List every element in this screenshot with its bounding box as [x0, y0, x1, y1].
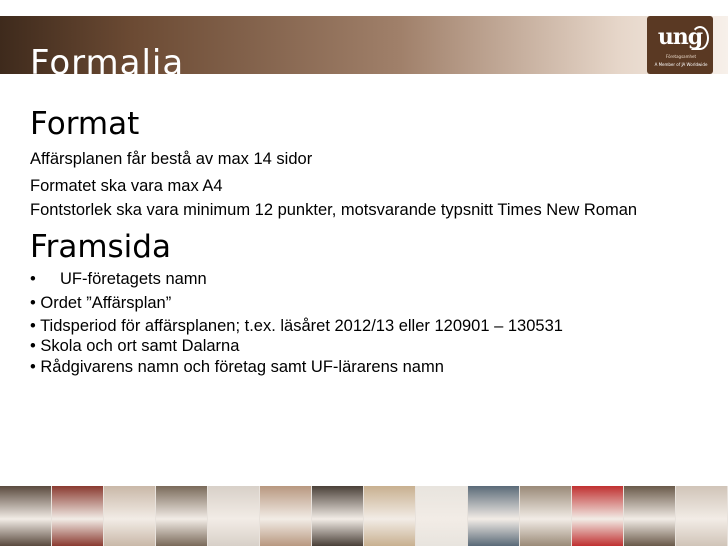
- bullet: •: [30, 294, 36, 312]
- strip-photo: [468, 486, 520, 546]
- framsida-item-1: [30, 269, 207, 289]
- format-line-2: Formatet ska vara max A4: [30, 177, 223, 195]
- format-line-3: Fontstorlek ska vara minimum 12 punkter, motsvarande typsnitt Times New Roman: [30, 201, 638, 219]
- strip-photo: [156, 486, 208, 546]
- logo-swirl-icon: [691, 26, 709, 50]
- logo-wordmark: ung: [657, 24, 703, 50]
- strip-photo: [260, 486, 312, 546]
- strip-photo: [208, 486, 260, 546]
- framsida-item-text: Tidsperiod för affärsplanen; t.ex. läsåret 2012/13 eller 120901 – 130531: [40, 317, 563, 335]
- strip-photo: [676, 486, 728, 546]
- ung-logo: [647, 16, 713, 74]
- framsida-item-4: [30, 336, 239, 356]
- bullet: •: [30, 270, 36, 288]
- strip-photo: [572, 486, 624, 546]
- format-heading: Format: [30, 106, 140, 142]
- framsida-item-3: [30, 316, 563, 336]
- logo-subtitle: Företagsamhet: [665, 54, 697, 59]
- logo-member-text: A Member of JA Worldwide: [654, 62, 708, 67]
- framsida-heading: Framsida: [30, 229, 171, 265]
- strip-photo: [312, 486, 364, 546]
- title-bar: [0, 16, 728, 83]
- strip-photo: [520, 486, 572, 546]
- strip-photo: [0, 486, 52, 546]
- bullet: •: [30, 358, 36, 376]
- strip-photo: [624, 486, 676, 546]
- framsida-item-text: Skola och ort samt Dalarna: [40, 337, 240, 355]
- strip-photo: [416, 486, 468, 546]
- framsida-item-5: [30, 357, 444, 377]
- strip-photo: [52, 486, 104, 546]
- framsida-item-text: Ordet ”Affärsplan”: [40, 294, 172, 312]
- format-line-1: Affärsplanen får bestå av max 14 sidor: [30, 150, 313, 168]
- bullet: •: [30, 317, 36, 335]
- framsida-item-text: Rådgivarens namn och företag samt UF-lärarens namn: [40, 358, 444, 376]
- slide-title: Formalia: [30, 43, 185, 83]
- framsida-item-text: UF-företagets namn: [60, 270, 207, 288]
- photo-strip: [0, 486, 728, 546]
- bullet: •: [30, 337, 36, 355]
- framsida-item-2: [30, 293, 171, 313]
- strip-photo: [364, 486, 416, 546]
- strip-photo: [104, 486, 156, 546]
